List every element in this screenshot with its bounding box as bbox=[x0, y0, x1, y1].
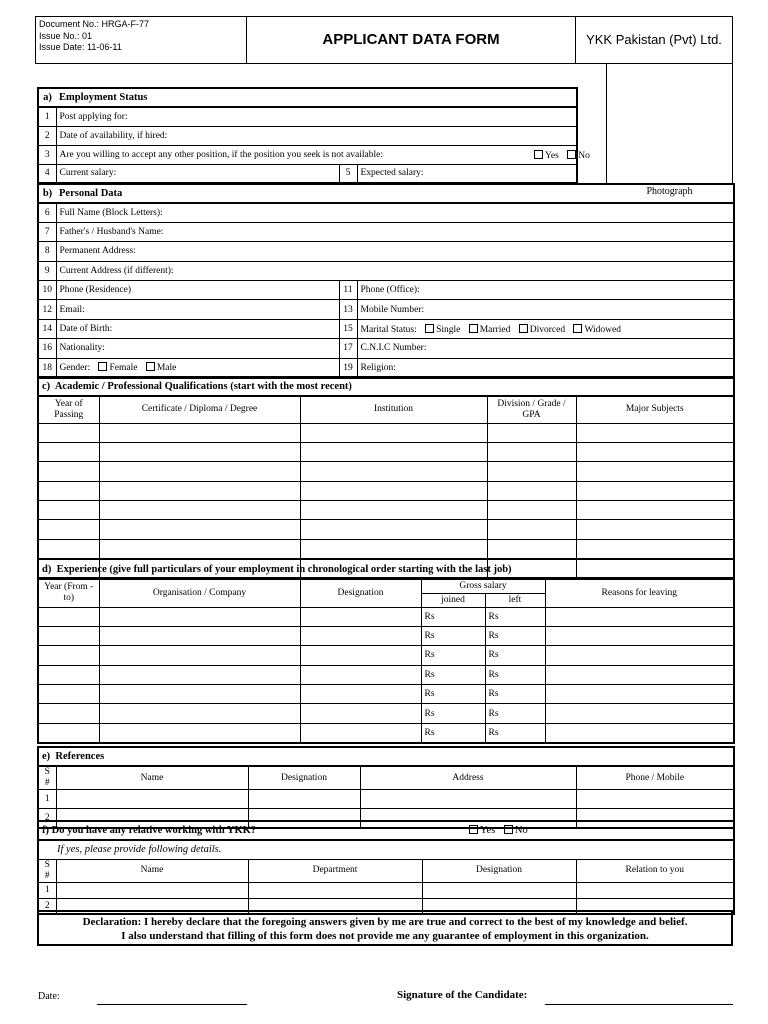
organisation-cell[interactable] bbox=[99, 646, 300, 665]
subjects-cell[interactable] bbox=[576, 462, 734, 481]
row-number: 9 bbox=[38, 261, 56, 280]
reason-cell[interactable] bbox=[545, 646, 734, 665]
subjects-cell[interactable] bbox=[576, 539, 734, 558]
qualifications-rows bbox=[38, 423, 734, 578]
column-header: Designation bbox=[422, 859, 576, 882]
photograph-box[interactable] bbox=[606, 64, 733, 185]
section-c-label: c) bbox=[42, 381, 51, 392]
table-row bbox=[38, 704, 734, 723]
year-cell[interactable] bbox=[38, 646, 99, 665]
references-table bbox=[37, 746, 735, 829]
row-number: 1 bbox=[38, 107, 56, 126]
column-header: Name bbox=[56, 766, 248, 790]
left-salary-cell[interactable]: Rs bbox=[485, 626, 545, 645]
joined-salary-cell[interactable]: Rs bbox=[421, 723, 485, 742]
institution-cell[interactable] bbox=[300, 423, 487, 442]
row-number: 2 bbox=[38, 898, 56, 914]
section-a-label: a) bbox=[38, 88, 56, 107]
year-cell[interactable] bbox=[38, 462, 99, 481]
section-c-title: Academic / Professional Qualifications (start with the most recent) bbox=[54, 381, 352, 392]
expected-salary-field[interactable]: Expected salary: bbox=[357, 164, 577, 183]
qualifications-table bbox=[37, 376, 735, 579]
year-cell[interactable] bbox=[38, 685, 99, 704]
row-number: 19 bbox=[339, 358, 357, 377]
organisation-cell[interactable] bbox=[99, 665, 300, 684]
reason-cell[interactable] bbox=[545, 685, 734, 704]
yes-checkbox[interactable] bbox=[534, 150, 543, 159]
column-header: Designation bbox=[300, 579, 421, 607]
row-number: 8 bbox=[38, 242, 56, 261]
relative-yes-label: Yes bbox=[480, 825, 496, 836]
institution-cell[interactable] bbox=[300, 442, 487, 461]
row-number: 13 bbox=[339, 300, 357, 319]
year-cell[interactable] bbox=[38, 723, 99, 742]
column-header: Designation bbox=[248, 766, 360, 790]
company-name: YKK Pakistan (Pvt) Ltd. bbox=[575, 17, 732, 63]
certificate-cell[interactable] bbox=[99, 462, 300, 481]
column-header: Department bbox=[248, 859, 422, 882]
section-a-title: Employment Status bbox=[56, 88, 577, 107]
institution-cell[interactable] bbox=[300, 520, 487, 539]
institution-cell[interactable] bbox=[300, 481, 487, 500]
institution-cell[interactable] bbox=[300, 462, 487, 481]
section-e-label: e) bbox=[42, 751, 51, 762]
current-address-field[interactable]: Current Address (if different): bbox=[56, 261, 734, 280]
doc-number: Document No.: HRGA-F-77 bbox=[39, 19, 150, 29]
certificate-cell[interactable] bbox=[99, 520, 300, 539]
year-cell[interactable] bbox=[38, 520, 99, 539]
relative-department-cell[interactable] bbox=[248, 882, 422, 898]
relative-name-cell[interactable] bbox=[56, 882, 248, 898]
table-row bbox=[38, 481, 734, 500]
designation-cell[interactable] bbox=[300, 665, 421, 684]
designation-cell[interactable] bbox=[300, 626, 421, 645]
male-label: Male bbox=[156, 363, 177, 374]
column-header: S # bbox=[38, 766, 56, 790]
form-title: APPLICANT DATA FORM bbox=[322, 31, 500, 48]
left-salary-cell[interactable]: Rs bbox=[485, 704, 545, 723]
row-number: 14 bbox=[38, 319, 56, 338]
gender-label: Gender: bbox=[59, 363, 91, 374]
column-header: S # bbox=[38, 859, 56, 882]
division-cell[interactable] bbox=[487, 442, 576, 461]
table-row bbox=[38, 626, 734, 645]
availability-date-field[interactable]: Date of availability, if hired: bbox=[56, 126, 577, 145]
certificate-cell[interactable] bbox=[99, 501, 300, 520]
issue-date: Issue Date: 11-06-11 bbox=[39, 42, 122, 52]
column-header: Certificate / Diploma / Degree bbox=[99, 396, 300, 423]
phone-residence-field[interactable]: Phone (Residence) bbox=[56, 281, 339, 300]
cnic-number-field[interactable]: C.N.I.C Number: bbox=[357, 339, 734, 358]
female-label: Female bbox=[109, 363, 138, 374]
signature-line[interactable] bbox=[545, 1004, 733, 1005]
date-label: Date: bbox=[38, 991, 60, 1002]
division-cell[interactable] bbox=[487, 539, 576, 558]
permanent-address-field[interactable]: Permanent Address: bbox=[56, 242, 734, 261]
table-row bbox=[38, 442, 734, 461]
row-number: 2 bbox=[38, 126, 56, 145]
section-f-title: Do you have any relative working with YKK? bbox=[51, 825, 257, 836]
division-cell[interactable] bbox=[487, 423, 576, 442]
row-number: 6 bbox=[38, 203, 56, 222]
section-c-heading bbox=[38, 377, 734, 396]
column-header: left bbox=[485, 593, 545, 607]
table-row bbox=[38, 539, 734, 558]
year-cell[interactable] bbox=[38, 665, 99, 684]
table-row bbox=[38, 790, 734, 809]
section-d-label: d) bbox=[42, 563, 52, 575]
relative-relation-cell[interactable] bbox=[576, 882, 734, 898]
father-name-field[interactable]: Father's / Husband's Name: bbox=[56, 222, 734, 241]
reason-cell[interactable] bbox=[545, 723, 734, 742]
declaration-line-1: Declaration: I hereby declare that the foregoing answers given by me are true and correct to the best of my knowledge and belief. bbox=[82, 916, 688, 928]
table-row bbox=[38, 462, 734, 481]
row-number: 3 bbox=[38, 145, 56, 164]
section-d-heading bbox=[38, 559, 734, 579]
personal-data-table bbox=[37, 183, 735, 379]
year-cell[interactable] bbox=[38, 423, 99, 442]
left-salary-cell[interactable]: Rs bbox=[485, 646, 545, 665]
year-cell[interactable] bbox=[38, 704, 99, 723]
joined-salary-cell[interactable]: Rs bbox=[421, 685, 485, 704]
left-salary-cell[interactable]: Rs bbox=[485, 685, 545, 704]
left-salary-cell[interactable]: Rs bbox=[485, 607, 545, 626]
joined-salary-cell[interactable]: Rs bbox=[421, 665, 485, 684]
subjects-cell[interactable] bbox=[576, 442, 734, 461]
row-number: 12 bbox=[38, 300, 56, 319]
column-header: joined bbox=[421, 593, 485, 607]
section-d-title: Experience (give full particulars of your employment in chronological order starting with the last job) bbox=[56, 563, 512, 575]
row-number: 1 bbox=[38, 882, 56, 898]
relative-no-checkbox[interactable] bbox=[504, 825, 513, 834]
table-row bbox=[38, 607, 734, 626]
table-row bbox=[38, 423, 734, 442]
section-b-label: b) bbox=[38, 184, 56, 203]
year-cell[interactable] bbox=[38, 481, 99, 500]
section-e-title: References bbox=[55, 751, 105, 762]
reference-phone-cell[interactable] bbox=[576, 790, 734, 809]
mobile-number-field[interactable]: Mobile Number: bbox=[357, 300, 734, 319]
table-row bbox=[38, 501, 734, 520]
other-position-row: Are you willing to accept any other position, if the position you seek is not available: Yes No bbox=[56, 145, 577, 164]
employment-status-table bbox=[37, 87, 590, 184]
row-number: 5 bbox=[339, 164, 357, 183]
subjects-cell[interactable] bbox=[576, 501, 734, 520]
designation-cell[interactable] bbox=[300, 607, 421, 626]
organisation-cell[interactable] bbox=[99, 704, 300, 723]
table-row bbox=[38, 723, 734, 742]
row-number: 16 bbox=[38, 339, 56, 358]
widowed-label: Widowed bbox=[584, 324, 622, 335]
column-header: Major Subjects bbox=[576, 396, 734, 423]
reference-address-cell[interactable] bbox=[360, 790, 576, 809]
declaration-box bbox=[37, 910, 733, 946]
relative-note: If yes, please provide following details. bbox=[38, 840, 734, 859]
relatives-table bbox=[37, 820, 735, 915]
column-header: Relation to you bbox=[576, 859, 734, 882]
row-number: 2 bbox=[38, 809, 56, 828]
nationality-field[interactable]: Nationality: bbox=[56, 339, 339, 358]
date-of-birth-field[interactable]: Date of Birth: bbox=[56, 319, 339, 338]
widowed-checkbox[interactable] bbox=[573, 324, 582, 333]
other-position-question: Are you willing to accept any other position, if the position you seek is not available: bbox=[59, 149, 383, 160]
email-field[interactable]: Email: bbox=[56, 300, 339, 319]
section-e-heading bbox=[38, 747, 734, 766]
certificate-cell[interactable] bbox=[99, 539, 300, 558]
subjects-cell[interactable] bbox=[576, 520, 734, 539]
section-f-heading bbox=[38, 821, 734, 840]
post-applying-field[interactable]: Post applying for: bbox=[56, 107, 577, 126]
relative-designation-cell[interactable] bbox=[422, 882, 576, 898]
section-f-label: f) bbox=[42, 825, 49, 836]
division-cell[interactable] bbox=[487, 481, 576, 500]
row-number: 17 bbox=[339, 339, 357, 358]
signature-label: Signature of the Candidate: bbox=[397, 989, 528, 1001]
column-header: Phone / Mobile bbox=[576, 766, 734, 790]
year-cell[interactable] bbox=[38, 626, 99, 645]
column-header: Gross salary bbox=[421, 579, 545, 593]
joined-salary-cell[interactable]: Rs bbox=[421, 626, 485, 645]
yes-label: Yes bbox=[545, 150, 559, 161]
column-header: Year (From - to) bbox=[38, 579, 99, 607]
column-header: Reasons for leaving bbox=[545, 579, 734, 607]
reference-designation-cell[interactable] bbox=[248, 790, 360, 809]
married-label: Married bbox=[479, 324, 511, 335]
designation-cell[interactable] bbox=[300, 685, 421, 704]
column-header: Year of Passing bbox=[38, 396, 99, 423]
relative-no-label: No bbox=[514, 825, 528, 836]
relative-yes-checkbox[interactable] bbox=[469, 825, 478, 834]
date-line[interactable] bbox=[97, 1004, 247, 1005]
year-cell[interactable] bbox=[38, 501, 99, 520]
male-checkbox[interactable] bbox=[146, 362, 155, 371]
institution-cell[interactable] bbox=[300, 501, 487, 520]
row-number: 4 bbox=[38, 164, 56, 183]
subjects-cell[interactable] bbox=[576, 423, 734, 442]
no-checkbox[interactable] bbox=[567, 150, 576, 159]
single-checkbox[interactable] bbox=[425, 324, 434, 333]
row-number: 11 bbox=[339, 281, 357, 300]
declaration-line-2: I also understand that filling of this form does not provide me any guarantee of employment in this organization. bbox=[121, 930, 649, 942]
certificate-cell[interactable] bbox=[99, 442, 300, 461]
column-header: Institution bbox=[300, 396, 487, 423]
row-number: 7 bbox=[38, 222, 56, 241]
table-row bbox=[38, 646, 734, 665]
joined-salary-cell[interactable]: Rs bbox=[421, 646, 485, 665]
current-salary-field[interactable]: Current salary: bbox=[56, 164, 339, 183]
column-header: Name bbox=[56, 859, 248, 882]
photograph-label: Photograph bbox=[646, 186, 693, 197]
table-row bbox=[38, 882, 734, 898]
left-salary-cell[interactable]: Rs bbox=[485, 723, 545, 742]
certificate-cell[interactable] bbox=[99, 423, 300, 442]
marital-status-label: Marital Status: bbox=[360, 324, 417, 335]
religion-field[interactable]: Religion: bbox=[357, 358, 734, 377]
designation-cell[interactable] bbox=[300, 646, 421, 665]
doc-info bbox=[36, 17, 247, 63]
single-label: Single bbox=[436, 324, 461, 335]
year-cell[interactable] bbox=[38, 442, 99, 461]
reason-cell[interactable] bbox=[545, 704, 734, 723]
row-number: 18 bbox=[38, 358, 56, 377]
year-cell[interactable] bbox=[38, 607, 99, 626]
joined-salary-cell[interactable]: Rs bbox=[421, 704, 485, 723]
column-header: Division / Grade / GPA bbox=[487, 396, 576, 423]
designation-cell[interactable] bbox=[300, 723, 421, 742]
left-salary-cell[interactable]: Rs bbox=[485, 665, 545, 684]
organisation-cell[interactable] bbox=[99, 685, 300, 704]
divorced-label: Divorced bbox=[529, 324, 566, 335]
row-number: 1 bbox=[38, 790, 56, 809]
certificate-cell[interactable] bbox=[99, 481, 300, 500]
full-name-field[interactable]: Full Name (Block Letters): bbox=[56, 203, 734, 222]
table-row bbox=[38, 685, 734, 704]
experience-table bbox=[37, 558, 735, 744]
designation-cell[interactable] bbox=[300, 704, 421, 723]
divorced-checkbox[interactable] bbox=[519, 324, 528, 333]
table-row bbox=[38, 665, 734, 684]
subjects-cell[interactable] bbox=[576, 481, 734, 500]
marital-status-row bbox=[357, 319, 734, 338]
experience-rows bbox=[38, 607, 734, 743]
reference-name-cell[interactable] bbox=[56, 790, 248, 809]
organisation-cell[interactable] bbox=[99, 626, 300, 645]
reason-cell[interactable] bbox=[545, 665, 734, 684]
issue-number: Issue No.: 01 bbox=[39, 30, 93, 41]
organisation-cell[interactable] bbox=[99, 607, 300, 626]
year-cell[interactable] bbox=[38, 539, 99, 558]
gender-row bbox=[56, 358, 339, 377]
phone-office-field[interactable]: Phone (Office): bbox=[357, 281, 734, 300]
section-b-title: Personal Data bbox=[56, 184, 734, 203]
row-number: 10 bbox=[38, 281, 56, 300]
header-box bbox=[35, 16, 733, 64]
female-checkbox[interactable] bbox=[98, 362, 107, 371]
institution-cell[interactable] bbox=[300, 539, 487, 558]
row-number: 15 bbox=[339, 319, 357, 338]
reason-cell[interactable] bbox=[545, 626, 734, 645]
division-cell[interactable] bbox=[487, 501, 576, 520]
division-cell[interactable] bbox=[487, 462, 576, 481]
married-checkbox[interactable] bbox=[469, 324, 478, 333]
joined-salary-cell[interactable]: Rs bbox=[421, 607, 485, 626]
table-row bbox=[38, 520, 734, 539]
division-cell[interactable] bbox=[487, 520, 576, 539]
column-header: Organisation / Company bbox=[99, 579, 300, 607]
column-header: Address bbox=[360, 766, 576, 790]
organisation-cell[interactable] bbox=[99, 723, 300, 742]
reason-cell[interactable] bbox=[545, 607, 734, 626]
